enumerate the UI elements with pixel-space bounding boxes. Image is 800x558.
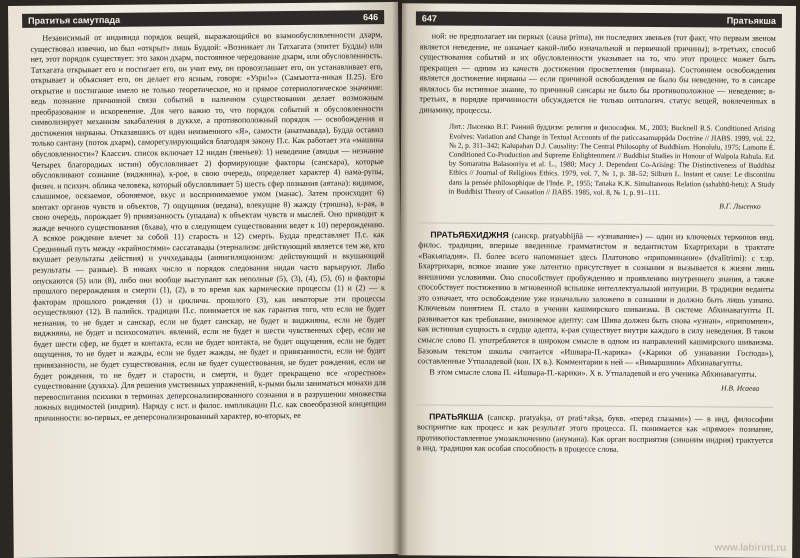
author-signature-2: Н.В. Исаева [721, 383, 760, 393]
entry-body-pratyaksha: (санскр. pratyakṣa, от prati+akṣa, букв. «перед глазами») — в инд. философии восприятие как процесс и как результат этого процесса. П. понимается как «прямое» познание, противопоставленное умозаключению (анумана). Как орган восприятия (синоним индрия) трактуется в инд. традиции как особая способность в процессе слова. [416, 412, 774, 455]
entry-divider [417, 404, 773, 407]
left-page-body [30, 30, 386, 424]
author-signature-1: В.Г. Лысенко [719, 201, 761, 211]
left-body-text: Независимый от индивида порядок вещей, выражающийся во взамообусловленности дхарм, существовал извечно, но был «открыт» лишь Буддой: «Возникает ли Татхагата (эпитет Будды) или нет, этот порядок существует: это закон дхарм, постоянное чередование дхарм, или обусловленность. Татхагата открывает его и постигает его, он учит ему, он провозглашает его, он устанавливает его, открывает и объясняет его, он делает его ясным, говоря: «Узри!»» (Самъютта-никая II.25). Его открытие и постигание имело не только теоретическое, но и прямое сотериологическое значение: ведь познание причинной связи событий в наличном существовании делает возможным преобразование и искоренение. Для чего важно то, что порядок событий и обусловленности символизирует механизм закабаления в дуккхе, а противоположный порядок — освобождения и достижения нирваны. Отказавшись от идеи неизменного «Я», самости (анатмавада), Будда оставил только сантану (поток дхарм), саморегулирующийся благодаря закону П.с. Как работает эта «машина обусловленности»? Классич. список включает 12 нидан (звеньев): 1) неведение (авидья — незнание Четырех благородных истин) обусловливает 2) формирующие факторы (санскара), которые обусловливают сознание (виджняна), к-рое, в свою очередь, определяет характер 4) нама-рупы, физич. и психич. облика человека, который обусловливает 5) шесть сфер познания (аятана): видимое, слышимое, осязаемое, обоняемое, вкус и воспринимаемое умом (манас). Затем происходит 6) контакт органов чувств и объектов, 7) ощущения (ведана), влекущие 8) жажду (тришна), к-рая, в свою очередь, порождает 9) привязанность (упадана) к объектам чувств и мыслей. Оно приводит к жажде вечного существования (бхава), что в следующем существовании ведет к 10) перерождению. А всякое рождение влечет за собой 11) старость и 12) смерть. Будда представляет П.с. как Срединный путь между «крайностями» сассатавады (этернализм: действующий является тем же, кто вкушает результаты действия) и уччхедавады (аннигиляционизм: действующий и вкушающий результаты — разные). В никаях число и порядок следования нидан часто варьируют. Либо опускаются (5) или (8), либо они вообще выступают как неполные (5), (3), (4), (5), (6) и факторы прошлого перерождения и смерти (1), (2), в то время как кармические процессы (1) и (2) — к факторам прошлого рождения (1) и цикличн. прошлого (3), как некоторые эти процессы осуществляют (12). В палийск. традиции П.с. понимается не как гарантия того, что если не будет незнания, то не будет и санскар, если не будет санскар, не будет и виджняны, если не будет виджняны, не будет и психосоматич. явлений, если не будет и шести чувственных сфер, если не будет шести сфер, не будет и контакта, если не будет контакта, не будет ощущения, если не будет ощущения, то не будет и жажды, если не будет жажды, не будет и привязанности, если не будет привязанности, не будет существования, если не будет существования, не будет рождения, если не будет рождения, то не будет и старости, и смерти, и будет прекращено все «горестное» существование (дуккха). Для решения умственных упражнений, к-рыми были заниматься монахи для перевоспитания психики в терминах деперсонализированного сознания и в разрушении множества ложных видимостей (индрия). Наряду с ист. и филос. импликации П.с. как своеобразной концепции причинности: во-первых, ее деперсонализированный характер, во-вторых, ее [30, 30, 387, 423]
entry-title-pratyabhijna: ПРАТЬЯБХИДЖНЯ [430, 229, 509, 240]
right-header-title: Пратьякша [726, 15, 776, 26]
right-page [398, 3, 796, 558]
references: Лит.: Лысенко В.Г. Ранний буддизм: религия и философия. М., 2003; Bucknell R.S. Conditioned Arising Evolves: Variation and Change in Textual Accounts of the paticcasamuppāda Doctrine // JIABS. 1999, vol. 22, № 2, p. 311–342; Kalupahan D.J. Causality: The Central Philosophy of Buddhism. Honolulu, 1975; Lamotte É. Conditioned Co-Production and Supreme Enlightenment // Buddhist Studies in Honour of Walpola Rahula. Ed. by Somaratna Balasooriya et al. L., 1980; Macy J. Dependent Co-Arising: The Distinctiveness of Buddhist Ethics // Journal of Religious Ethics. 1979, vol. 7, № 1, p. 38–52; Silburn L. Instant et cause: Le discontinu dans la pensée philosophique de l'Inde. P., 1955; Tanaka K.K. Simultaneous Relation (sahabhū-hetu): A Study in Buddhist Theory of Causation // JIABS. 1985, vol. 8, № 1, p. 91–111. [448, 121, 776, 197]
entry-pratyabhijna-tail: В этом смысле слова П. «Ишвара-П.-карики». Х в. Утпаладевой и его ученика Абхинавагупты. [429, 367, 757, 379]
book-gutter [392, 0, 408, 558]
right-page-header [416, 11, 782, 28]
entry-title-pratyaksha: ПРАТЬЯКША [429, 411, 484, 422]
left-page-number: 646 [363, 12, 379, 23]
entry-pratyaksha [417, 411, 773, 457]
left-page [8, 2, 404, 558]
right-page-number: 647 [421, 13, 437, 24]
entry-body-pratyabhijna: (санскр. pratyabhijñā — «узнавание») — один из ключевых терминов инд. филос. традиции, впервые введенные грамматистом и ведантистом Бхартрихари в трактате «Вакьяпадия». П. более всего напоминает здесь Платоново «припоминание» (dvalītrimi): с т.зр. Бхартрихари, всякое знание уже латентно присутствует в сознании и вызывается к жизни лишь внешними условиями. Оно способствует пробуждению и проявлению внутреннего знания, а также способствует постижению в мгновенной вспышке интеллектуальной интуиции. В традиции веданты это означает, что освобождение уже изначально заложено в сознании и должно быть лишь узнано. Ключевым понятием П. стало в учении кашмирского шиваизма. В системе Абхинавагупты П. развивается как требование, вменяемое адепту: сам Шива должен быть снова «узнан», «припомнен», как истинная сущность в сердце адепта, к-рая существует внутри каждого в силу неведения. В таком смысле слово П. употребляется в широком смысле в одном из направлений кашмирского шиваизма. Базовым текстом школы считается «Ишвара-П.-карика» («Карики об узнавании Господа»), составленные Утпаладевой (кон. IX в.). Комментарии к ней — «Вимаршини» Абхинавагупты. [417, 230, 775, 368]
watermark: www.labirint.ru [714, 542, 787, 554]
left-header-title: Пратитья самутпада [28, 14, 121, 26]
entry-pratyabhijna [417, 229, 774, 370]
entry-divider [418, 222, 774, 225]
left-page-header [22, 10, 384, 28]
right-page-body [417, 31, 776, 456]
continuation-text: ной: не предполагает ни первых (causa prima), ни последних звеньев (тот факт, что первым звеном является неведение, не означает какой-либо изначальной и первичной причины); в-третьих, способ существования событий и их обусловленности указывает на то, что этот процесс может быть прекращен — одним из качеств достижения просветления (нирвана). Состоянием освобождения является достижение нирваны — если причиной освобождения не было бы неведение, то в сансаре являлось бы истинное знание, то причиной сансары не было бы противоположное — неведение; в-третьих, в порядке причинности обсуждается не только онтологич. статус вещей, вовлеченных в динамику, процессы. [419, 31, 776, 115]
